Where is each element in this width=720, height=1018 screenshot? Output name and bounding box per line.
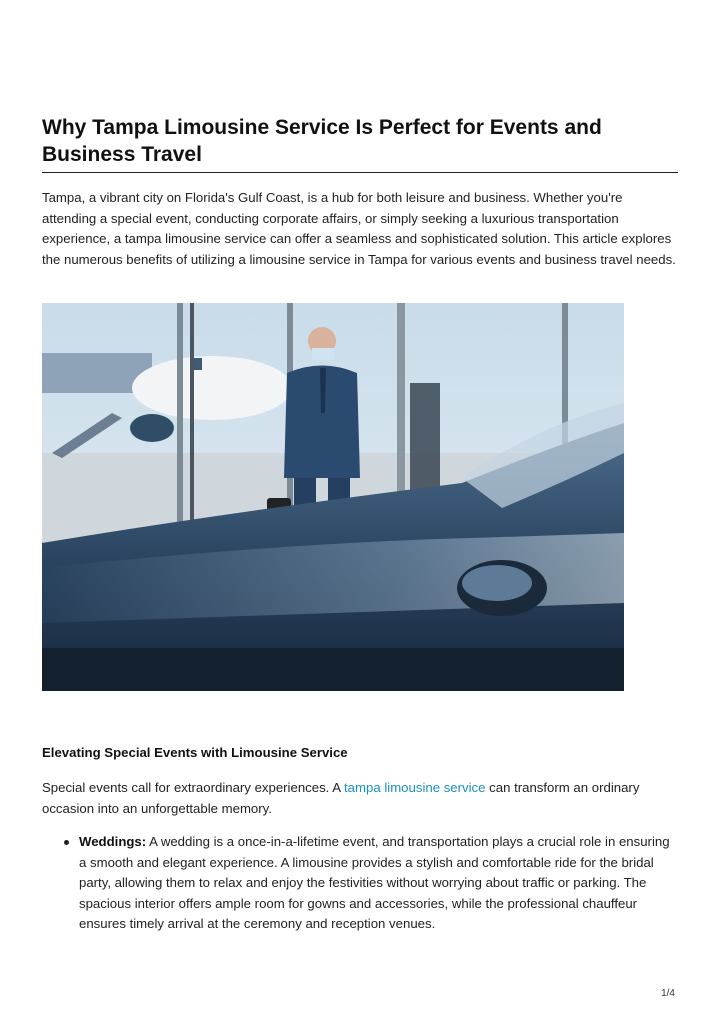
page-number: 1/4 [661, 988, 675, 999]
tampa-limousine-link[interactable]: tampa limousine service [344, 780, 486, 795]
section-paragraph [42, 778, 678, 819]
paragraph-text-start: Special events call for extraordinary experiences. A [42, 780, 345, 795]
paragraph-text-end: can transform an ordinary occasion into an unforgettable memory. [42, 780, 640, 816]
list-item [42, 832, 678, 935]
list-item-text: A wedding is a once-in-a-lifetime event, and transportation plays a crucial role in ensuring a smooth and elegant experience. A limousine provides a stylish and comfortable ride for the bridal party, allowing them to relax and enjoy the festivities without worrying about traffic or parking. The spacious interior offers ample room for gowns and accessories, while the professional chauffeur ensures timely arrival at the ceremony and reception venues. [79, 834, 670, 931]
intro-paragraph: Tampa, a vibrant city on Florida's Gulf Coast, is a hub for both leisure and business. Whether you're attending a special event, conducting corporate affairs, or simply seeking a luxurious transportation experience, a tampa limousine service can offer a seamless and sophisticated solution. This article explores the numerous benefits of utilizing a limousine service in Tampa for various events and business travel needs. [42, 190, 676, 267]
hero-image [42, 303, 624, 691]
section-heading: Elevating Special Events with Limousine Service [42, 745, 348, 760]
list-item-term: Weddings: [79, 834, 147, 849]
events-list [42, 832, 678, 935]
bullet-icon [64, 840, 69, 845]
title-divider [42, 172, 678, 173]
article-title: Why Tampa Limousine Service Is Perfect for Events and Business Travel [42, 116, 602, 167]
